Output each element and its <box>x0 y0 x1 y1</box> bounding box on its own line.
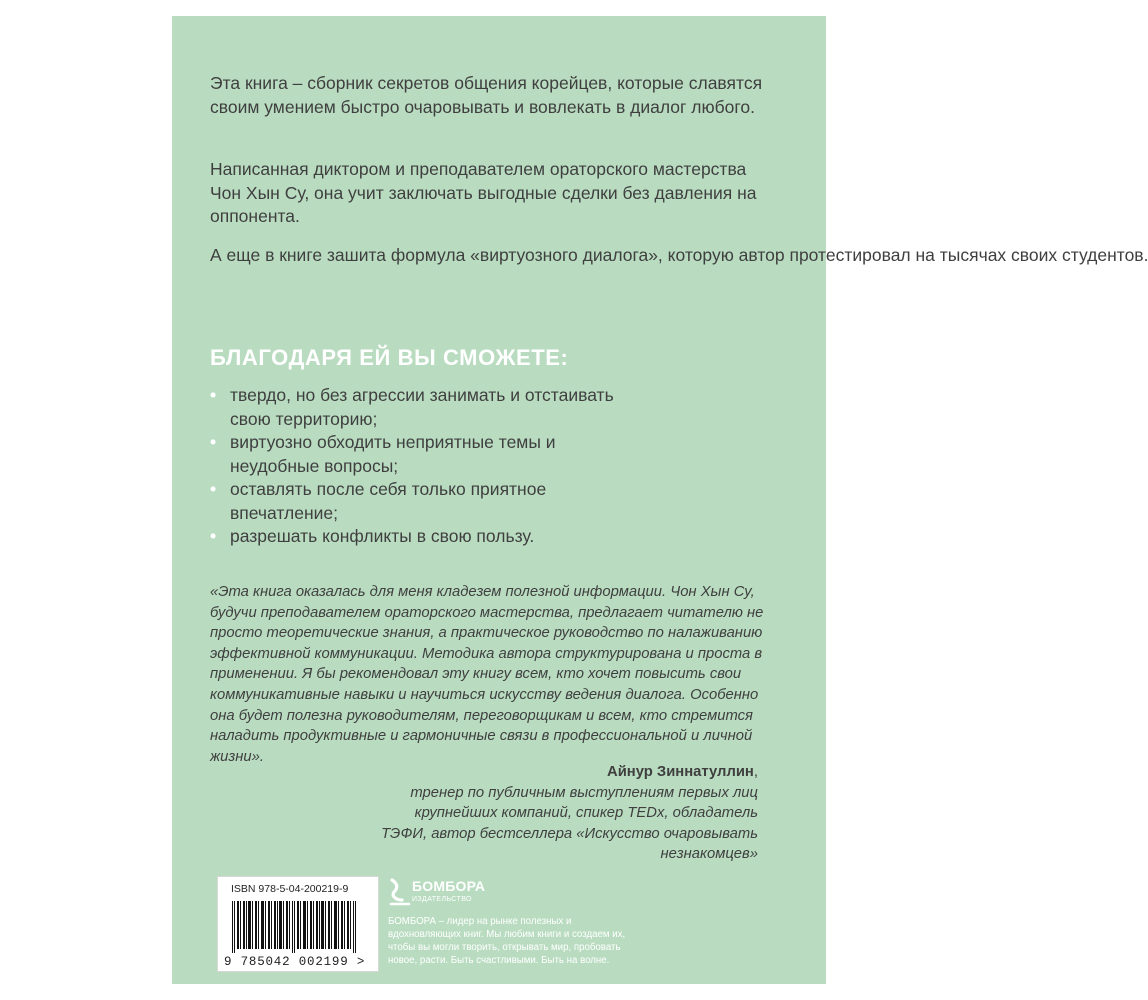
publisher-logo-text: БОМБОРА <box>412 878 486 894</box>
publisher-logo <box>388 876 498 920</box>
author-description: тренер по публичным выступлениям первых лиц крупнейших компаний, спикер TEDx, обладатель ТЭФИ, автор бестселлера «Искусство очаровывать незнакомцев» <box>381 784 758 863</box>
intro-paragraph-3: А еще в книге зашита формула «виртуозного диалога», которую автор протестировал на тысячах своих студентов. <box>210 245 1148 265</box>
bullet-icon: • <box>210 526 217 546</box>
benefits-title: БЛАГОДАРЯ ЕЙ ВЫ СМОЖЕТЕ: <box>210 345 569 370</box>
barcode-box <box>217 876 379 972</box>
publisher-logo-subtitle: ИЗДАТЕЛЬСТВО <box>412 896 472 903</box>
bullet-icon: • <box>210 479 217 499</box>
wave-icon <box>388 878 412 908</box>
benefit-item: • разрешать конфликты в свою пользу. <box>210 525 630 549</box>
intro-paragraph-2: Написанная диктором и преподавателем ораторского мастерства Чон Хын Су, она учит заключать выгодные сделки без давления на оппонента. <box>210 159 757 226</box>
intro-paragraph-1: Эта книга – сборник секретов общения корейцев, которые славятся своим умением быстро очаровывать и вовлекать в диалог любого. <box>210 73 763 117</box>
review-author: Айнур Зиннатуллин, тренер по публичным выступлениям первых лиц крупнейших компаний, спикер TEDx, обладатель ТЭФИ, автор бестселлера «Искусство очаровывать незнакомцев» <box>380 762 758 865</box>
benefits-list <box>210 384 630 549</box>
benefit-item: • твердо, но без агрессии занимать и отстаивать свою территорию; <box>210 385 614 429</box>
review-quote: «Эта книга оказалась для меня кладезем полезной информации. Чон Хын Су, будучи преподавателем ораторского мастерства, предлагает читателю не просто теоретические знания, а практическое руководство по налаживанию эффективной коммуникации. Методика автора структурирована и проста в применении. Я бы рекомендовал эту книгу всем, кто хочет повысить свои коммуникативные навыки и научиться искусству ведения диалога. Особенно она будет полезна руководителям, переговорщикам и всем, кто стремится наладить продуктивные и гармоничные связи в профессиональной и личной жизни». <box>210 584 764 765</box>
benefit-item: • оставлять после себя только приятное впечатление; <box>210 479 547 523</box>
barcode-icon <box>232 901 362 953</box>
bullet-icon: • <box>210 432 217 452</box>
author-name: Айнур Зиннатуллин <box>607 764 754 780</box>
benefit-item: • виртуозно обходить неприятные темы и неудобные вопросы; <box>210 432 556 476</box>
bullet-icon: • <box>210 385 217 405</box>
publisher-description: БОМБОРА – лидер на рынке полезных и вдохновляющих книг. Мы любим книги и создаем их, чтобы вы могли творить, открывать мир, пробовать новое, расти. Быть счастливыми. Быть на волне. <box>388 916 626 966</box>
barcode-number: 9 785042 002199 > <box>224 955 366 969</box>
isbn-text: ISBN 978-5-04-200219-9 <box>231 883 349 895</box>
